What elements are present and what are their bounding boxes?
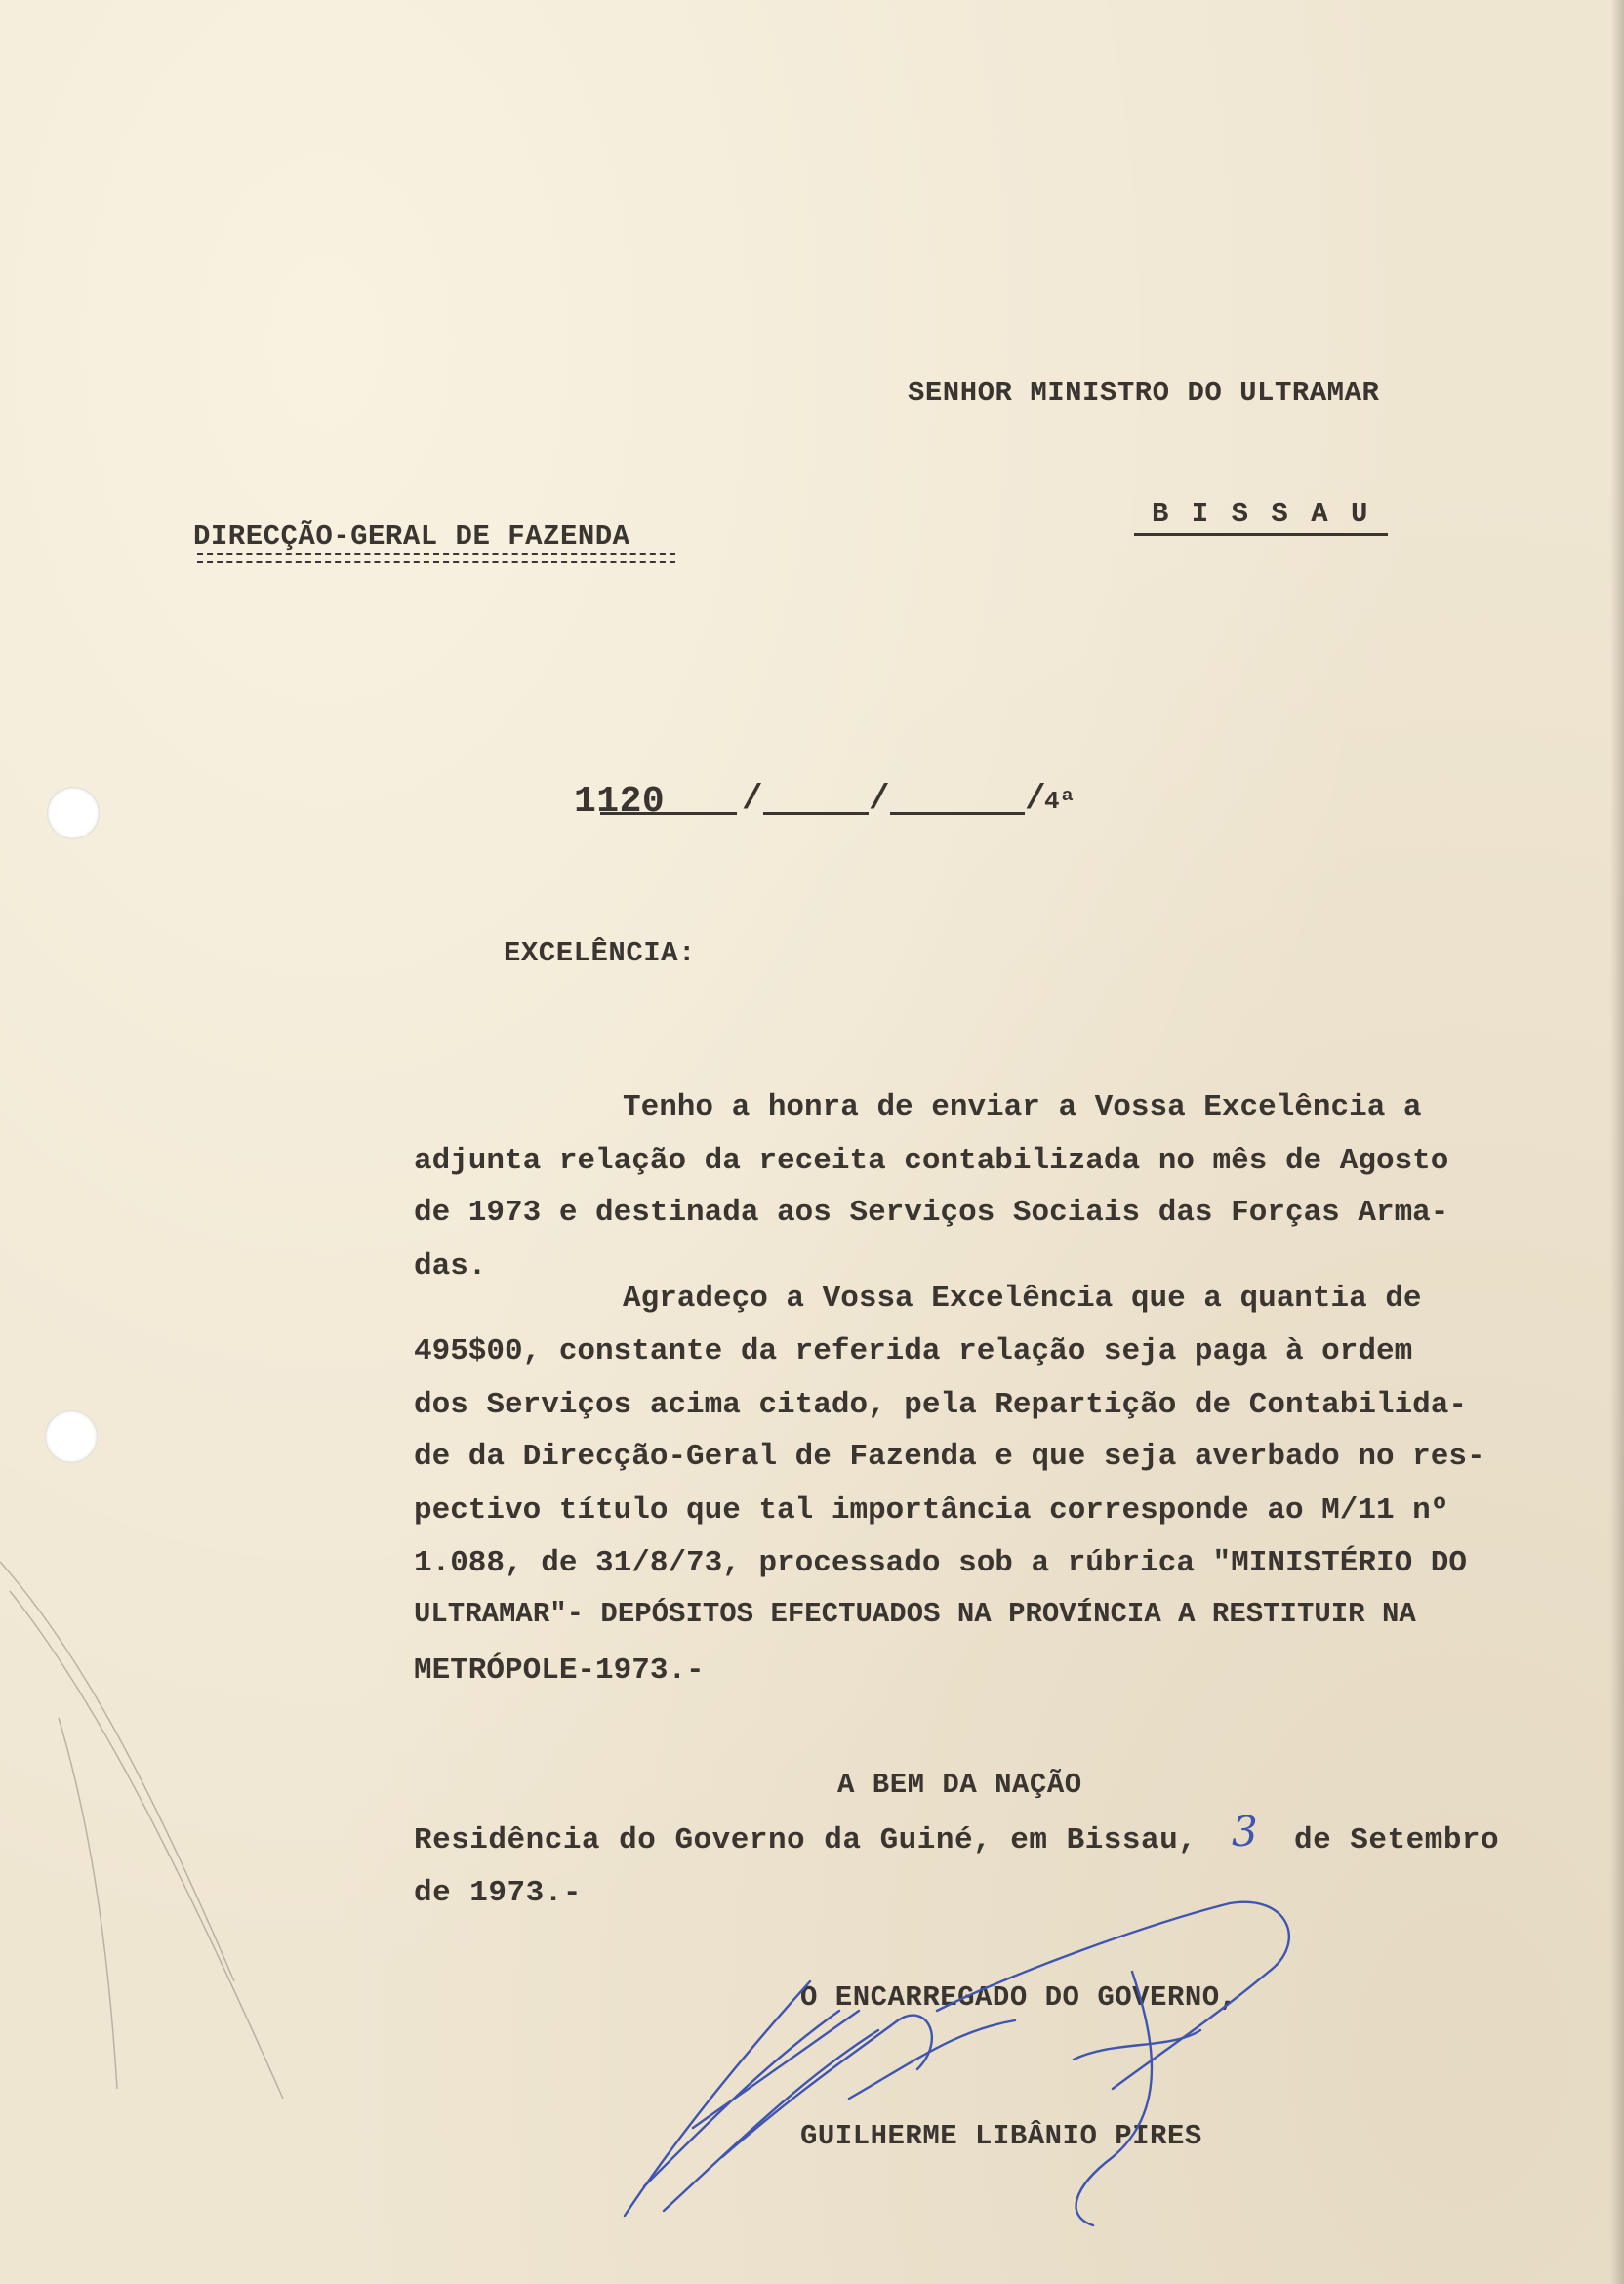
page-edge xyxy=(1610,0,1624,2284)
body-line: 495$00, constante da referida relação seja paga à ordem xyxy=(414,1334,1413,1368)
department: DIRECÇÃO-GERAL DE FAZENDA xyxy=(193,520,630,552)
body-line: de 1973 e destinada aos Serviços Sociais das Forças Arma- xyxy=(414,1196,1449,1230)
body-line: METRÓPOLE-1973.- xyxy=(414,1653,705,1688)
place-date-end: de Setembro xyxy=(1294,1823,1500,1857)
city: B I S S A U xyxy=(1152,498,1371,530)
body-line: Agradeço a Vossa Excelência que a quantia de xyxy=(623,1282,1422,1316)
signatory-title: O ENCARREGADO DO GOVERNO, xyxy=(800,1981,1238,2014)
reference-blank-2 xyxy=(763,812,869,815)
reference-suffix: 4ª xyxy=(1044,787,1076,816)
salutation: EXCELÊNCIA: xyxy=(504,937,696,969)
body-line: adjunta relação da receita contabilizada no mês de Agosto xyxy=(414,1144,1449,1178)
reference-slash-1: / xyxy=(742,779,764,819)
paper-scratches xyxy=(0,1523,293,2108)
reference-blank-3 xyxy=(890,812,1025,815)
reference-blank-1 xyxy=(600,812,737,815)
place-date-start: Residência do Governo da Guiné, em Bissau, xyxy=(414,1823,1198,1857)
signatory-name: GUILHERME LIBÂNIO PIRES xyxy=(800,2120,1202,2152)
signature-drawing xyxy=(605,1864,1347,2235)
reference-number: 1120 xyxy=(574,781,666,823)
body-line: 1.088, de 31/8/73, processado sob a rúbrica "MINISTÉRIO DO xyxy=(414,1546,1467,1580)
body-line: ULTRAMAR"- DEPÓSITOS EFECTUADOS NA PROVÍNCIA A RESTITUIR NA xyxy=(414,1598,1416,1630)
punch-hole-top xyxy=(47,787,100,839)
city-underline xyxy=(1134,533,1388,536)
department-double-underline xyxy=(197,553,675,563)
punch-hole-bottom xyxy=(45,1410,98,1463)
handwritten-day: 3 xyxy=(1232,1808,1259,1856)
body-line: das. xyxy=(414,1249,487,1284)
body-line: pectivo título que tal importância corresponde ao M/11 nº xyxy=(414,1493,1449,1528)
addressee: SENHOR MINISTRO DO ULTRAMAR xyxy=(908,377,1380,409)
body-line: de da Direcção-Geral de Fazenda e que seja averbado no res- xyxy=(414,1440,1485,1474)
body-line: Tenho a honra de enviar a Vossa Excelência a xyxy=(623,1090,1422,1124)
reference-slash-2: / xyxy=(869,779,891,819)
place-date xyxy=(414,1823,1197,1857)
body-line: dos Serviços acima citado, pela Repartição de Contabilida- xyxy=(414,1388,1467,1422)
reference-slash-3: / xyxy=(1025,779,1047,819)
motto: A BEM DA NAÇÃO xyxy=(837,1769,1082,1801)
date-year: de 1973.- xyxy=(414,1876,582,1910)
